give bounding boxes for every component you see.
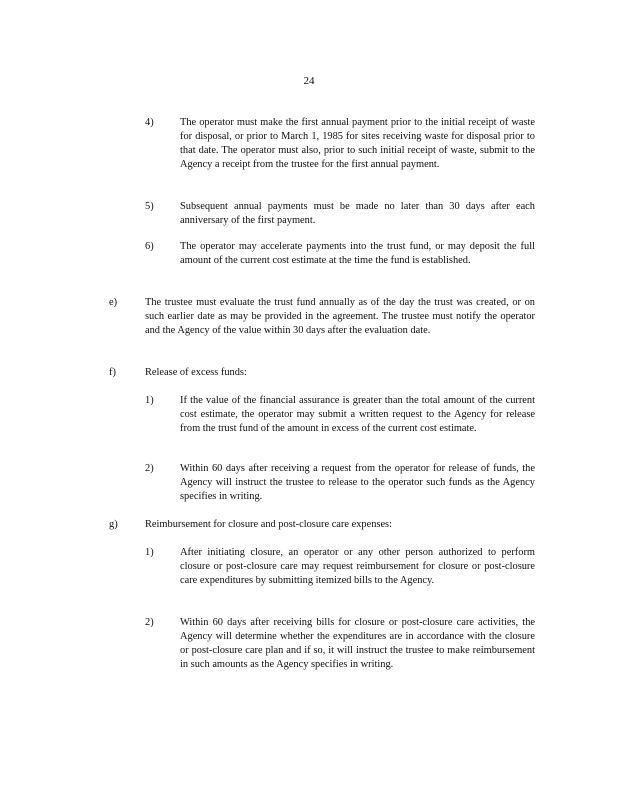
item-text: The operator may accelerate payments into the trust fund, or may deposit the full amount of the current cost estimate at the time the fund is established. — [180, 241, 535, 266]
item-text: Subsequent annual payments must be made no later than 30 days after each anniversary of the first payment. — [180, 201, 535, 226]
item-label: 1) — [145, 395, 154, 406]
item-label: 2) — [145, 463, 154, 474]
item-label: g) — [109, 519, 118, 530]
item-label: 4) — [145, 117, 154, 128]
item-text: The operator must make the first annual payment prior to the initial receipt of waste for disposal, or prior to March 1, 1985 for sites receiving waste for disposal prior to that date. The operator must also, prior to such initial receipt of waste, submit to the Agency a receipt from the trustee for the first annual payment. — [180, 117, 535, 170]
item-heading: Reimbursement for closure and post-closure care expenses: — [145, 519, 392, 530]
item-label: 6) — [145, 241, 154, 252]
item-label: 5) — [145, 201, 154, 212]
item-heading: Release of excess funds: — [145, 367, 247, 378]
item-text: Within 60 days after receiving a request from the operator for release of funds, the Agency will instruct the trustee to release to the operator such funds as the Agency specifies in writing. — [180, 463, 535, 502]
page-number: 24 — [303, 75, 315, 87]
item-text: After initiating closure, an operator or any other person authorized to perform closure or post-closure care may request reimbursement for closure or post-closure care expenditures by submitting itemized bills to the Agency. — [180, 547, 535, 586]
item-label: e) — [109, 297, 118, 308]
item-text: If the value of the financial assurance is greater than the total amount of the current cost estimate, the operator may submit a written request to the Agency for release from the trust fund of the amount in excess of the current cost estimate. — [180, 395, 535, 434]
item-text: The trustee must evaluate the trust fund annually as of the day the trust was created, or on such earlier date as may be provided in the agreement. The trustee must notify the operator and the Agency of the value within 30 days after the evaluation date. — [145, 297, 535, 336]
item-text: Within 60 days after receiving bills for closure or post-closure care activities, the Agency will determine whether the expenditures are in accordance with the closure or post-closure care plan and if so, it will instruct the trustee to make reimbursement in such amounts as the Agency specifies in writing. — [180, 617, 535, 670]
item-label: 1) — [145, 547, 154, 558]
item-label: 2) — [145, 617, 154, 628]
item-label: f) — [109, 367, 116, 378]
